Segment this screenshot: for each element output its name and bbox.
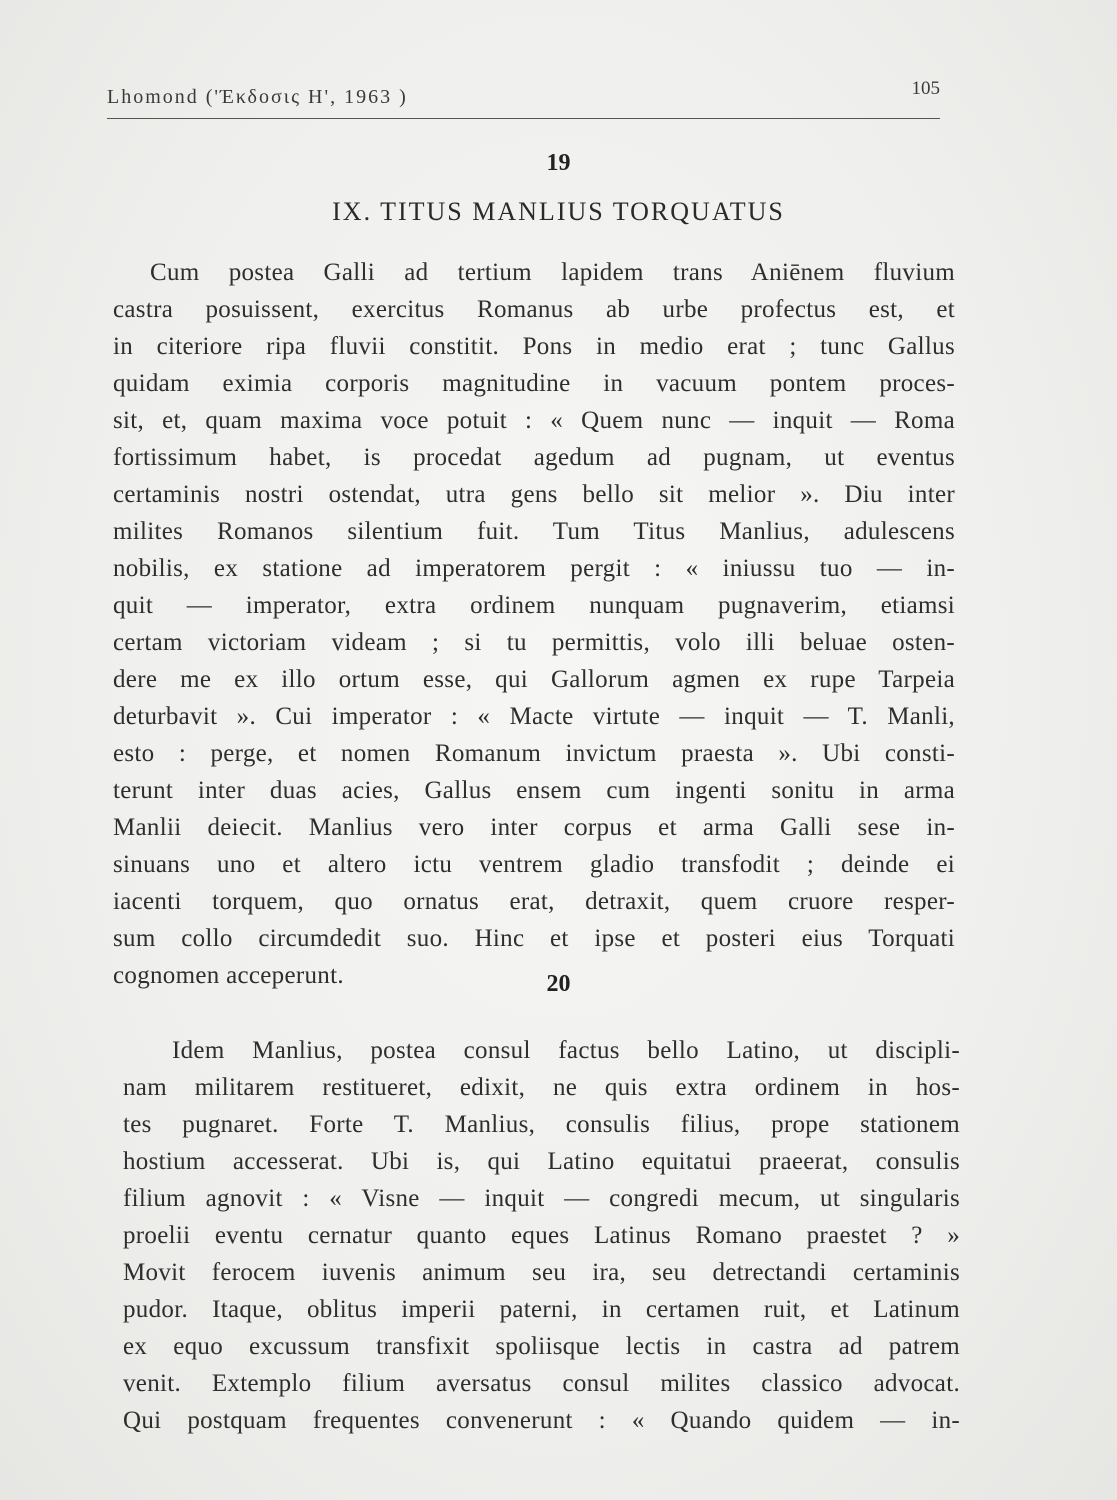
page-number: 105 bbox=[911, 78, 940, 99]
text-line: ex equo excussum transfixit spoliisque lectis in castra ad patrem bbox=[123, 1333, 960, 1360]
section-number-19: 19 bbox=[546, 150, 571, 176]
text-line: esto : perge, et nomen Romanum invictum praesta ». Ubi consti- bbox=[113, 740, 955, 767]
text-line: Qui postquam frequentes convenerunt : « Quando quidem — in- bbox=[123, 1407, 960, 1434]
text-line: milites Romanos silentium fuit. Tum Titus Manlius, adulescens bbox=[113, 518, 955, 545]
text-line: hostium accesserat. Ubi is, qui Latino equitatui praeerat, consulis bbox=[123, 1148, 960, 1175]
text-line: certam victoriam videam ; si tu permittis, volo illi beluae osten- bbox=[113, 629, 955, 656]
text-line: venit. Extemplo filium aversatus consul milites classico advocat. bbox=[123, 1370, 960, 1397]
text-line: quit — imperator, extra ordinem nunquam pugnaverim, etiamsi bbox=[113, 592, 955, 619]
chapter-title: IX. TITUS MANLIUS TORQUATUS bbox=[332, 197, 785, 226]
text-line: cognomen acceperunt. bbox=[113, 962, 344, 989]
text-line: in citeriore ripa fluvii constitit. Pons in medio erat ; tunc Gallus bbox=[113, 333, 955, 360]
text-line: Manlii deiecit. Manlius vero inter corpus et arma Galli sese in- bbox=[113, 814, 955, 841]
running-header bbox=[107, 78, 940, 122]
text-line: sinuans uno et altero ictu ventrem gladio transfodit ; deinde ei bbox=[113, 851, 955, 878]
section-number-20: 20 bbox=[546, 971, 571, 997]
text-line: nobilis, ex statione ad imperatorem pergit : « iniussu tuo — in- bbox=[113, 555, 955, 582]
text-line: pudor. Itaque, oblitus imperii paterni, in certamen ruit, et Latinum bbox=[123, 1296, 960, 1323]
text-line: castra posuissent, exercitus Romanus ab urbe profectus est, et bbox=[113, 296, 955, 323]
text-line: Movit ferocem iuvenis animum seu ira, seu detrectandi certaminis bbox=[123, 1259, 960, 1286]
text-line: terunt inter duas acies, Gallus ensem cum ingenti sonitu in arma bbox=[113, 777, 955, 804]
text-line: deturbavit ». Cui imperator : « Macte virtute — inquit — T. Manli, bbox=[113, 703, 955, 730]
text-line: certaminis nostri ostendat, utra gens bello sit melior ». Diu inter bbox=[113, 481, 955, 508]
header-title: Lhomond ('Έκδοσις Η', 1963 ) bbox=[107, 86, 408, 108]
text-line: sit, et, quam maxima voce potuit : « Quem nunc — inquit — Roma bbox=[113, 407, 955, 434]
text-line: sum collo circumdedit suo. Hinc et ipse et posteri eius Torquati bbox=[113, 925, 955, 952]
text-line: proelii eventu cernatur quanto eques Latinus Romano praestet ? » bbox=[123, 1222, 960, 1249]
text-line: quidam eximia corporis magnitudine in vacuum pontem proces- bbox=[113, 370, 955, 397]
text-line: dere me ex illo ortum esse, qui Gallorum agmen ex rupe Tarpeia bbox=[113, 666, 955, 693]
header-rule bbox=[107, 118, 940, 119]
text-line: tes pugnaret. Forte T. Manlius, consulis filius, prope stationem bbox=[123, 1111, 960, 1138]
text-line: nam militarem restitueret, edixit, ne quis extra ordinem in hos- bbox=[123, 1074, 960, 1101]
text-line: fortissimum habet, is procedat agedum ad pugnam, ut eventus bbox=[113, 444, 955, 471]
text-line: Cum postea Galli ad tertium lapidem trans Aniēnem fluvium bbox=[150, 259, 955, 286]
text-line: iacenti torquem, quo ornatus erat, detraxit, quem cruore resper- bbox=[113, 888, 955, 915]
text-line: Idem Manlius, postea consul factus bello Latino, ut discipli- bbox=[172, 1037, 960, 1064]
text-line: filium agnovit : « Visne — inquit — congredi mecum, ut singularis bbox=[123, 1185, 960, 1212]
